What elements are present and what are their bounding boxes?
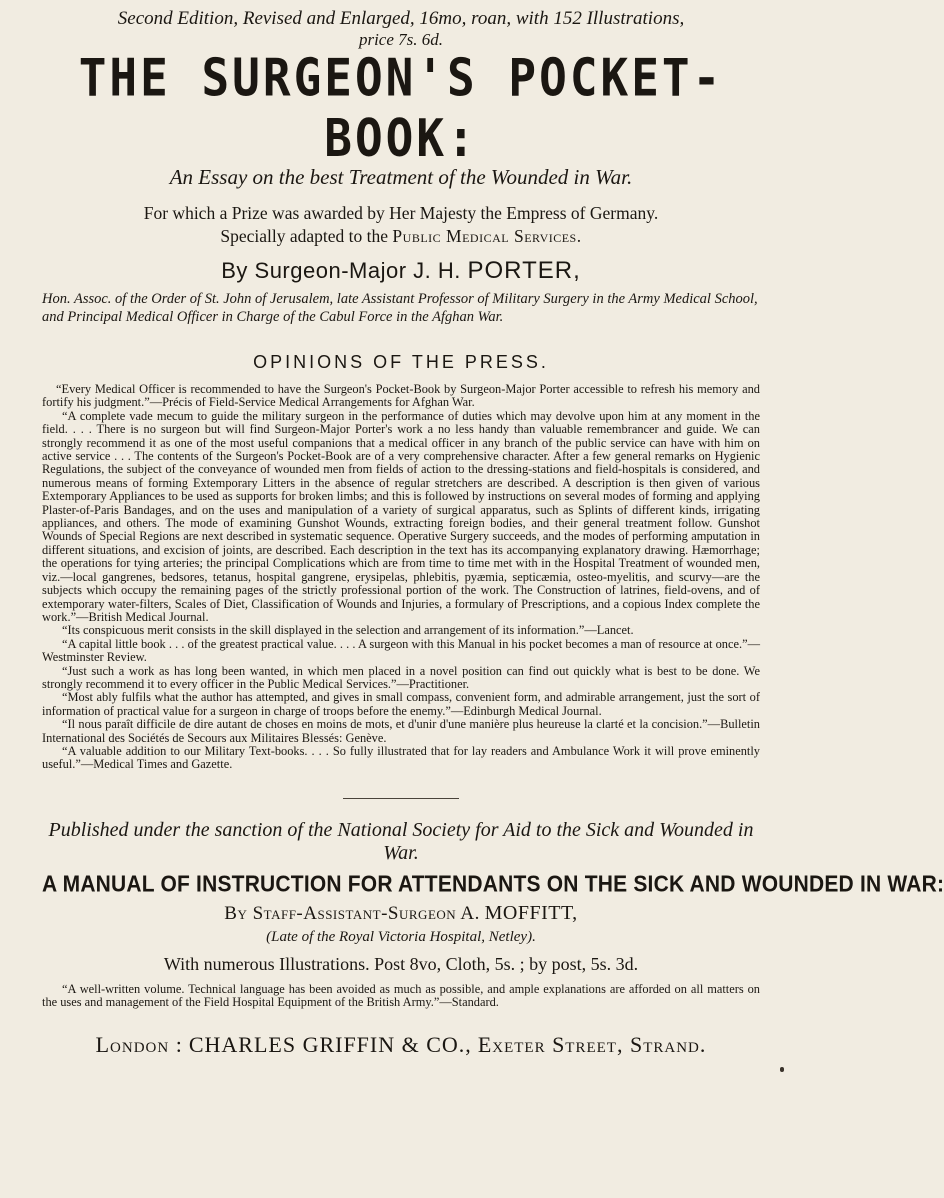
book-title: THE SURGEON'S POCKET-BOOK: xyxy=(78,47,724,169)
review-paragraph: “Its conspicuous merit consists in the skill displayed in the selection and arrangement of its information.”—Lancet. xyxy=(62,623,634,638)
prize-line: For which a Prize was awarded by Her Majesty the Empress of Germany. xyxy=(143,203,659,223)
author-prefix: By Surgeon-Major J. H. xyxy=(221,258,461,283)
publisher-line xyxy=(42,1032,760,1058)
review-paragraph: “Most ably fulfils what the author has attempted, and gives in small compass, convenient form, and admirable arrangement, just the sort of information of practical value for a surgeon in charge of troops before the enemy.”—Edinburgh Medical Journal. xyxy=(42,690,760,718)
second-author-prefix: By Staff-Assistant-Surgeon A. xyxy=(224,902,480,924)
manual-title: A MANUAL OF INSTRUCTION FOR ATTENDANTS ON THE SICK AND WOUNDED IN WAR: xyxy=(42,871,944,897)
review-paragraph: “Every Medical Officer is recommended to have the Surgeon's Pocket-Book by Surgeon-Major Porter accessible to refresh his memory and fortify his judgment.”—Précis of Field-Service Medical Arrangements for Afghan War. xyxy=(42,382,760,410)
published-sanction: Published under the sanction of the National Society for Aid to the Sick and Wounded in War. xyxy=(48,818,754,864)
author-name: PORTER, xyxy=(467,257,581,284)
book-subtitle: An Essay on the best Treatment of the Wounded in War. xyxy=(169,165,633,189)
publisher-name: CHARLES GRIFFIN & CO., xyxy=(188,1031,472,1057)
review-paragraph: “Just such a work as has long been wanted, in which men placed in a novel position can find out quickly what is best to be done. We strongly recommend it to every officer in the Public Medical Services.”—Practitioner. xyxy=(42,663,760,691)
adapted-line xyxy=(42,225,760,248)
second-author-affiliation: (Late of the Royal Victoria Hospital, Netley). xyxy=(266,928,536,945)
author-qualifications: Hon. Assoc. of the Order of St. John of Jerusalem, late Assistant Professor of Military Surgery in the Army Medical School, and Principal Medical Officer in Charge of the Cabul Force in the Afghan War. xyxy=(42,291,758,325)
opinions-heading: OPINIONS OF THE PRESS. xyxy=(253,352,549,372)
price-line: price 7s. 6d. xyxy=(358,30,444,49)
author-line xyxy=(42,257,760,285)
edition-line: Second Edition, Revised and Enlarged, 16mo, roan, with 152 Illustrations, xyxy=(117,8,685,29)
review-paragraph: “Il nous paraît difficile de dire autant de choses en moins de mots, et d'unir d'une manière plus heureuse la clarté et la concision.”—Bulletin International des Sociétés de Secours aux Militaires Blessés: Genève. xyxy=(42,717,760,745)
publisher-address: Exeter Street, Strand. xyxy=(477,1031,707,1057)
review-paragraph: “A capital little book . . . of the greatest practical value. . . . A surgeon with this Manual in his pocket becomes a man of resource at once.”—Westminster Review. xyxy=(42,636,760,665)
section-divider xyxy=(343,798,459,799)
standard-review: “A well-written volume. Technical language has been avoided as much as possible, and ample explanations are afforded on all matters on the uses and management of the Field Hospital Equipment of the British Army.”—Standard. xyxy=(42,981,760,1010)
adapted-services: Public Medical Services. xyxy=(392,226,582,246)
review-paragraph: “A complete vade mecum to guide the military surgeon in the performance of duties which may devolve upon him at any moment in the field. . . . There is no surgeon but will find Surgeon-Major Porter's work a no less handy than valuable remembrancer and guide. We can strongly recommend it as one of the most useful companions that a medical officer in any branch of the public service can have with him on active service . . . The contents of the Surgeon's Pocket-Book are of a very comprehensive character. After a few general remarks on Hygienic Regulations, the subject of the conveyance of wounded men from fields of action to the dressing-stations and field-hospitals is considered, and numerous means of forming Extemporary Litters in the absence of regular stretchers are described. A description is then given of various Extemporary Appliances to be used as supports for broken limbs; and this is followed by instructions on several modes of forming and applying Plaster-of-Paris Bandages, and on the uses and manipulation of a variety of surgical apparatus, such as Splints of different kinds, irrigating appliances, and others. The mode of examining Gunshot Wounds, extracting foreign bodies, and their general treatment follow. Gunshot Wounds of Special Regions are next described in systematic sequence. Operative Surgery succeeds, and the modes of performing amputation in different situations, and excision of joints, are described. Each description in the text has its accompanying explanatory drawing. Hæmorrhage; the operations for tying arteries; the principal Complications which are from time to time met with in the Hospital Treatment of wounded men, viz.—local gangrenes, bedsores, tetanus, hospital gangrene, erysipelas, phlebitis, pyæmia, septicæmia, osteo-myelitis, and scurvy—are the subjects which occupy the remaining pages of the strictly professional portion of the work. The Construction of latrines, field-ovens, and of extemporary water-filters, Scales of Diet, Classification of Wounds and Injuries, a formulary of Prescriptions, and a copious Index complete the work.”—British Medical Journal. xyxy=(42,408,760,624)
second-author-name: MOFFITT, xyxy=(484,901,578,924)
second-author-line xyxy=(42,901,760,926)
margin-mark xyxy=(780,1067,784,1072)
press-opinions xyxy=(42,383,760,772)
adapted-prefix: Specially adapted to the xyxy=(220,226,389,246)
publisher-city: London : xyxy=(95,1031,183,1057)
second-book-details: With numerous Illustrations. Post 8vo, Cloth, 5s. ; by post, 5s. 3d. xyxy=(163,953,639,974)
review-paragraph: “A valuable addition to our Military Text-books. . . . So fully illustrated that for lay readers and Ambulance Work it will prove eminently useful.”—Medical Times and Gazette. xyxy=(42,743,760,772)
